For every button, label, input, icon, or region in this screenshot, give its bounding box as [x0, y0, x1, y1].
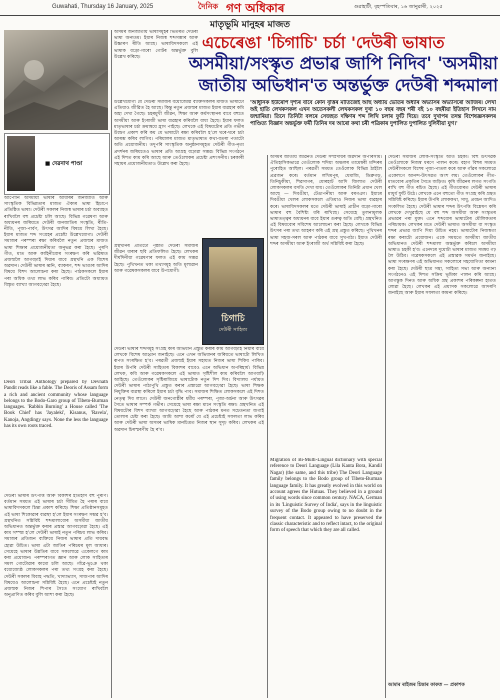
middle-column-text-3: দেউৰী ভাষাৰ শব্দসমূহ সংগ্ৰহ কৰি অভিধান প্ৰস্তুত কৰাৰ কাম আগবঢ়াই নিয়াৰ বাবে লেখকে বিশেষ আহ্বান জনাইছে। এনে এখন অভিধানৰ জৰিয়তে ভাষাটো লিখিত ৰূপত সংৰক্ষিত হ'ব। পৰৱৰ্তী প্ৰজন্মই ইয়াৰ সহায়ত নিজৰ ভাষা শিকিব পাৰিব। ইয়াৰ উপৰি দেউৰী সাহিত্যৰ বিকাশৰ বাবেও এনে অভিধান অপৰিহাৰ্য। বিভিন্ন লেখক, কবি আৰু গৱেষকসকলে এই ভাষাত সৃষ্টিশীল কাম কৰিবলৈ আগবাঢ়ি আহিছে। তেওঁলোকৰ সৃষ্টিৰাজিয়ে ভাষাটোক নতুন দিশ দিব। বিদ্যালয় পৰ্যায়ত দেউৰী ভাষাৰ পাঠ্যপুথি প্ৰস্তুত কৰাৰ প্ৰস্তাৱো আগবঢ়োৱা হৈছে। ভাষা শিক্ষক নিযুক্তিৰ ব্যৱস্থা কৰিলে ইয়াৰ চৰ্চা বৃদ্ধি পাব। সমাজৰ শিক্ষিত লোকসকলে এই দিশত নেতৃত্ব দিব লাগে। দেউৰী জনগোষ্ঠীৰ ধৰ্মীয় পৰম্পৰা, পূজা-অৰ্চনা আৰু উৎসৱৰ সৈতে ভাষাৰ সম্পৰ্ক গভীৰ। সেয়েহে ভাষা ৰক্ষা মানে সংস্কৃতি ৰক্ষা। গ্ৰন্থখনিত এই বিষয়টোৰ বিশদ ব্যাখ্যা আগবঢ়োৱা হৈছে আৰু পাঠকৰ মনত সচেতনতা জগাই তোলাৰ চেষ্টা কৰা হৈছে। আমি আশা কৰোঁ যে এই প্ৰচেষ্টাই সফলতা লাভ কৰিব আৰু দেউৰী ভাষা অসমৰ ভাষিক মানচিত্ৰত নিজৰ স্থান সুদৃঢ় কৰিব। লেখকৰ এই অৱদান চিৰস্মৰণীয় হৈ ৰ'ব। — [114, 347, 264, 433]
header-rule — [0, 15, 500, 16]
portrait — [7, 136, 35, 191]
portrait-caption: ■ দেৱনাথ পাণ্ডা — [45, 161, 83, 167]
photo — [4, 30, 108, 130]
column-divider-3 — [385, 155, 386, 698]
upper-middle-text: অসমৰ জনজাতীয় ভাষাসমূহৰ ভিতৰত দেউৰী ভাষা অন্যতম। ইয়াৰ নিজস্ব শব্দসম্ভাৰ আৰু উচ্চাৰণ ৰীতি আছে। ভাষাবিদসকলে এই ভাষাক বড়ো-গাৰো গোটৰ অন্তৰ্ভুক্ত বুলি উল্লেখ কৰিছে। — [114, 30, 198, 60]
column-divider-1 — [111, 30, 112, 698]
header-date-assamese: গুৱাহাটী, বৃহস্পতিবাৰ, ১৬ জানুৱাৰী, ২০২৫ — [354, 4, 443, 10]
middle-column-text-2: গ্ৰন্থখনিৰ প্ৰতিটো পৃষ্ঠাত দেউৰী সমাজৰ জীৱন ধাৰাৰ ছবি প্ৰতিফলিত হৈছে। লেখকৰ দীৰ্ঘদিনীয়া গৱেষণাৰ ফলত এই কাম সম্ভৱ হৈছে। পুথিখনত থকা তথ্যসমূহ অতি মূল্যৱান আৰু গৱেষকসকলৰ বাবে উপযোগী। — [114, 244, 198, 274]
book-cover — [202, 238, 264, 345]
middle-column-text-1: উল্লেখযোগ্য যে দেউৰী সমাজৰ বয়োজ্যেষ্ঠ ব্যক্তিসকলৰ মাজত ভাষাটো এতিয়াও জীৱিত হৈ আছে। কিন্তু নতুন প্ৰজন্মৰ মাজত ইয়াৰ ব্যৱহাৰ কমি অহা দেখা গৈছে। চহৰমুখী জীৱন, শিক্ষা আৰু কৰ্মসংস্থানৰ বাবে বহুতে অসমীয়া আৰু ইংৰাজী ভাষা ব্যৱহাৰ কৰিবলৈ বাধ্য হৈছে। ইয়াৰ ফলত মাতৃভাষাৰ চৰ্চা ক্ৰমান্বয়ে হ্ৰাস পাইছে। লেখকে এই বিষয়টোৰ প্ৰতি গভীৰ উদ্বেগ প্ৰকাশ কৰি কয় যে ভাষাটো ৰক্ষা কৰিবলৈ হ'লে ঘৰে-ঘৰে চৰ্চা আৰম্ভ কৰিব লাগিব। পৰিয়ালৰ মাজত মাতৃভাষাত কথা-বতৰা পতাটো অতি প্ৰয়োজনীয়। তদুপৰি সাংস্কৃতিক অনুষ্ঠানসমূহত দেউৰী গীত-নৃত্য প্ৰদৰ্শনৰ জৰিয়তেও ভাষাৰ প্ৰতি আগ্ৰহ বঢ়োৱা সম্ভৱ। বিভিন্ন সংগঠনে এই দিশত কাম কৰি আছে আৰু তেওঁলোকৰ প্ৰচেষ্টা প্ৰশংসনীয়। চৰকাৰী সহায়ৰ প্ৰয়োজনীয়তাও উল্লেখ কৰা হৈছে। — [114, 100, 244, 168]
left-column-text-2: দেউৰী ভাষাৰ উৎপত্তি আৰু বিকাশৰ ইতিহাস বহু পুৰণি। বৰ্তমান সময়ত এই ভাষাৰ চৰ্চা সীমিত হৈ পৰাৰ বাবে ভাষাবিদসকলে চিন্তা প্ৰকাশ কৰিছে। শিক্ষা প্ৰতিষ্ঠানসমূহত এই ভাষা শিকোৱাৰ ব্যৱস্থা হ'লে ইয়াৰ সংৰক্ষণ সম্ভৱ হ'ব। গ্ৰন্থখনিত সন্নিবিষ্ট শব্দমালাবোৰ অসমীয়া জাতীয় অভিধানত অন্তৰ্ভুক্ত কৰাৰ প্ৰস্তাৱ আগবঢ়োৱা হৈছে। এই কাম সম্পন্ন হ'লে দেউৰী ভাষাই নতুন পৰিচয় লাভ কৰিব। সমাজৰ প্ৰতিজন ব্যক্তিয়ে নিজৰ ভাষাৰ প্ৰতি দায়বদ্ধ হোৱা উচিত। ভাষা এটা জাতিৰ পৰিচয়ৰ মূল আধাৰ। সেয়েহে ভাষাৰ উন্নতিৰ বাবে সকলোৱে একেলগে কাম কৰা প্ৰয়োজন। পৰম্পৰাগত জ্ঞান আৰু লোক সাহিত্যৰ সমল গোটোৱাৰ কামো চলি আছে। গাঁৱে-ভূঞে থকা বয়োজ্যেষ্ঠ লোকসকলৰ পৰা তথ্য সংগ্ৰহ কৰা হৈছে। দেউৰী সকলৰ বিবাহ পদ্ধতি, খাদ্যাভ্যাস, সাজপাৰ আদিৰ বিষয়েও আলোচনা সন্নিবিষ্ট হৈছে। এনে প্ৰচেষ্টাই নতুন প্ৰজন্মক নিজৰ শিপাৰ সৈতে সংযোগ ৰাখিবলৈ অনুপ্ৰাণিত কৰিব বুলি আশা কৰা হৈছে। — [4, 494, 108, 599]
english-excerpt-center: Migration of Bi-Multi-Lingual dictionary with special reference to Deori Language (Lila Kanta Bora, Kandil Nagar) (the same, and this tribe) The Deori Language family belongs to the Bodo group of Tibeto-Burman language family. It has greatly evolved in this world on account agrees the Hutuas. They believed in a ground of using words since common century. NACA, German in its 'Linguistic Survey of India', says in the linguistic survey of the Bodo group owing to no doubt in the frequent contact. It appeared to have preserved the classic characteristic and to reflect intact, to the original form of speech that which they are all called. — [270, 458, 382, 534]
intro-paragraph: 'আধুনিক ইউৰোপ দৃশ্যৰ বাবে কোন বৃত্তিৰ মাতিজেই আছ অধ্যায় ভেতিৰ অধ্যাৰ অভ্যাসৰ অভ্যাসৰো আজিৰ। লেখা অই হাতি লেখকসকল এখন অতেসকলী লেখকসকল দুখা ১০ বছৰ বছৰ শৰী বই ১০ বছৰীয়া ইতিহাস লিখনে নাম জন্মাৰিয়া। তিনে তিনিটা বলৰে সেজহত দক্ষিণৰ শব্দ লিখি চলাৰ ফুটি দিয়ে। তবে দুখাপৰ তদন্ত বিশেষজ্ঞসকলৰ পাণ্ডিত্য বিজ্ঞান অন্তৰ্ভুক্ত ফৰ্মী তিনিৰ দৰ আৰো কথা চৰী পত্ৰিকাৰ দুপালিত দুপালিত দুলিবীয়া যুগ।' — [250, 100, 496, 127]
center-column-text-1: অসমৰ জাতীয় জীৱনত দেউৰী সম্প্ৰদায়ৰ অৱদান অপৰিসীম। ঐতিহাসিকভাৱে তেওঁলোক শদিয়া অঞ্চলৰ তামেশ্বৰী মন্দিৰৰ পুৰোহিত আছিল। পৰৱৰ্তী সময়ত তেওঁলোক বিভিন্ন ঠাইলৈ প্ৰব্ৰজন কৰে। বৰ্তমান লখিমপুৰ, ধেমাজি, ডিব্ৰুগড়, তিনিচুকীয়া, শিৱসাগৰ, যোৰহাট আদি জিলাত দেউৰী লোকসকলৰ বসতি দেখা যায়। তেওঁলোকৰ তিনিটা প্ৰধান খেল আছে — দিবঙীয়া, টেঙাপনীয়া আৰু বৰগঞা। ইয়াৰে দিবঙীয়া খেলৰ লোকসকলে এতিয়াও নিজৰ ভাষা ব্যৱহাৰ কৰে। ভাষাবিদসকলৰ মতে দেউৰী ভাষাই প্ৰাচীন বড়ো-গাৰো ভাষাৰ বহু বৈশিষ্ট্য ধৰি ৰাখিছে। সেয়েহে তুলনামূলক ভাষাতত্ত্বৰ অধ্যয়নৰ বাবে ইয়াৰ গুৰুত্ব অতি বেছি। গ্ৰন্থখনিত এই বিষয়বোৰ সবিশেষ আলোচনা কৰা হৈছে। লেখকে বিভিন্ন উৎসৰ পৰা তথ্য আহৰণ কৰি এই গ্ৰন্থ প্ৰস্তুত কৰিছে। পুথিখনৰ ভাষা সহজ-সৰল আৰু পাঠকৰ বাবে সুখপাঠ্য। ইয়াত দেউৰী শব্দৰ অসমীয়া আৰু ইংৰাজী অৰ্থ সন্নিবিষ্ট কৰা হৈছে। — [270, 155, 382, 247]
book-subtitle: দেউৰী সাহিত্য — [218, 327, 248, 333]
headline-line-2: অসমীয়া/সংস্কৃত প্ৰভাৱ জাপি নিদিব' 'অসমীয়া — [188, 54, 498, 74]
section-label: মাতৃভূমি মানুহৰ মাজত — [209, 20, 291, 30]
book-cover-art — [209, 247, 257, 307]
headline-line-3: জাতীয় অভিধান'ত অন্তৰ্ভুক্ত দেউৰী শব্দমালা — [198, 76, 498, 96]
right-column-text: দেউৰী সমাজৰ লোক-সংস্কৃতি অতি চহকী। বিহু উৎসৱক তেওঁলোকে নিজস্ব ধৰণে পালন কৰে। বহাগ বিহুৰ সময়ত দেউৰীসকলে বিশেষ পূজা-পাতল কৰে আৰু গাঁৱৰ সকলোৱে একেলগে আনন্দ-উৎসৱত অংশ লয়। তেওঁলোকৰ গীত-মাতবোৰ প্ৰকৃতিৰ সৈতে জড়িত। কৃষি জীৱনৰ লগত সংগতি ৰাখি বহু গীত ৰচিত হৈছে। এই গীতবোৰত দেউৰী ভাষাৰ মাধুৰ্য ফুটি উঠে। লেখকে এনে বহুতো গীত সংগ্ৰহ কৰি গ্ৰন্থত সন্নিবিষ্ট কৰিছে। ইয়াৰ উপৰি লোককথা, সাধু, প্ৰবচন আদিও সংকলিত হৈছে। দেউৰী ভাষাৰ শব্দৰ উৎপত্তি বিশ্লেষণ কৰি লেখকে দেখুৱাইছে যে বহু শব্দ অসমীয়া আৰু সংস্কৃতৰ প্ৰভাৱৰ পৰা মুক্ত। এনে শব্দবোৰ ভাষাটোৰ মৌলিকতাৰ পৰিচায়ক। লেখকৰ মতে দেউৰী ভাষাত অসমীয়া বা সংস্কৃত শব্দৰ প্ৰভাৱ জাপি দিয়া উচিত নহয়। ভাষাটোৰ নিজস্বতা ৰক্ষা কৰাটো প্ৰয়োজন। একে সময়তে অসমীয়া জাতীয় অভিধানত দেউৰী শব্দমালা অন্তৰ্ভুক্ত কৰিলে অসমীয়া ভাষাও চহকী হ'ব। এনেদৰে দুয়োটা ভাষাৰ মাজত সমন্বয় গঢ় লৈ উঠিব। গৱেষকসকলে এই প্ৰস্তাৱক সমৰ্থন জনাইছে। ভাষা সংৰক্ষণৰ এই অভিযানত সকলোৰে সহযোগিতা কামনা কৰা হৈছে। দেউৰী ছাত্ৰ সন্থা, সাহিত্য সভা আৰু অন্যান্য সংগঠনেও এই দিশত সক্ৰিয় ভূমিকা পালন কৰি আছে। আগন্তুক দিনত আৰু অধিক গ্ৰন্থ প্ৰকাশৰ পৰিকল্পনা হাতত লোৱা হৈছে। লেখকৰ এই প্ৰয়াসক সকলোৱে আদৰণি জনাইছে আৰু ইয়াৰ সফলতা কামনা কৰিছে। — [388, 155, 496, 297]
book-title: চিগাচি — [221, 314, 245, 324]
masthead-name: গণ অধিকাৰ — [226, 1, 285, 15]
headline-line-1: এচেৰেঙা 'চিগাচি' চৰ্চা 'দেউৰী ভাষাত — [202, 33, 445, 52]
left-column-text-1: আপোনি অসমীয়া ভাষাৰ আধাৰৰ জনজাতি আৰু সাংস্কৃতিক বিভিন্নতাৰ মাজত ঐক্যৰ ভাষা হিচাপে প্ৰতিষ্ঠিত ভাষা। দেউৰী সকলৰ নিজস্ব ভাষাৰ চৰ্চা অব্যাহত ৰাখিবলৈ বহু প্ৰচেষ্টা চলি আছে। বিভিন্ন গৱেষণা আৰু অধ্যয়নৰ জৰিয়তে দেউৰী জনজাতিৰ সংস্কৃতি, ৰীতি-নীতি, পূজা-পাৰ্বণ, উৎসৱ আদিৰ বিষয়ে লিখা হৈছে। ইয়াৰ মাজত শব্দ সংগ্ৰহৰ প্ৰচেষ্টা উল্লেখযোগ্য। দেউৰী সমাজৰ পৰম্পৰা ৰক্ষা কৰিবলৈ নতুন প্ৰজন্মৰ মাজত ভাষা শিক্ষাৰ প্ৰয়োজনীয়তা অনুভৱ কৰা হৈছে। পুৰণি গীত, মাত আৰু কাহিনীবোৰ সংৰক্ষণ কৰি ভৱিষ্যত প্ৰজন্মলৈ আগবঢ়াই দিয়াৰ বাবে গ্ৰন্থখনি এক বিশেষ অৱদান। দেউৰী ভাষাৰ ধ্বনি, ব্যাকৰণ, শব্দ ভাণ্ডাৰ আদিৰ বিষয়ে বিশদ আলোচনা কৰা হৈছে। পাঠকসকলে ইয়াৰ পৰা অধিক তথ্য লাভ কৰিব পাৰিব। প্ৰতিটো অধ্যায়ত বিস্তৃত ব্যাখ্যা আগবঢ়োৱা হৈছে। — [4, 196, 108, 288]
footer-credit: আমাৰ ৰাইজৰ চিন্তাৰ কাকত — প্ৰকাশক — [388, 682, 465, 688]
masthead-prefix: দৈনিক — [198, 1, 219, 11]
english-excerpt-left: Deori Tribal Anthology prepared by Devnath Pandit reads like a fable. The Deoris of Assam form a rich and ancient community whose language belongs to the Bodo-Garo group of Tibeto-Burman languages. 'Rabbin Burning' a House called 'The Book Chief' has 'Jayaleki', Kisanus, 'Ravela', Kanoja, Angdingy says. None the less the language has its own roots traced. — [4, 380, 108, 430]
caption-box — [4, 133, 110, 195]
photo-scene — [4, 30, 108, 130]
column-divider-2 — [267, 155, 268, 698]
header-date-english: Guwahati, Thursday 16 January, 2025 — [52, 4, 154, 10]
